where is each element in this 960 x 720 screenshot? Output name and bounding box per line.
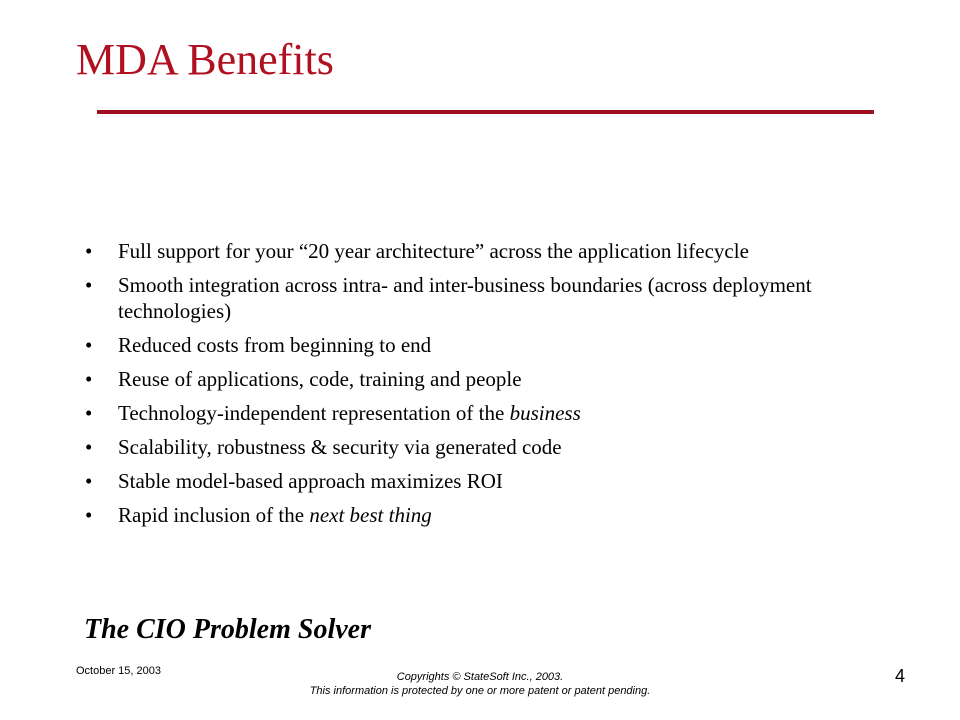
bullet-text: Reuse of applications, code, training and people [118, 367, 522, 391]
bullet-text: Full support for your “20 year architecture” across the application lifecycle [118, 239, 749, 263]
tagline: The CIO Problem Solver [84, 614, 371, 645]
bullet-text: next best thing [309, 503, 432, 527]
bullet-item [85, 272, 875, 324]
slide-title: MDA Benefits [76, 35, 334, 84]
bullet-item [85, 332, 875, 358]
page-number: 4 [895, 666, 906, 686]
title-underline [97, 110, 874, 114]
footer-copyright [230, 670, 730, 698]
footer-date: October 15, 2003 [76, 665, 162, 677]
bullet-item [85, 366, 875, 392]
bullet-icon: • [85, 435, 93, 459]
bullet-icon: • [85, 367, 93, 391]
bullet-text: Technology-independent representation of the [118, 401, 510, 425]
bullet-text: Reduced costs from beginning to end [118, 333, 432, 357]
bullet-list [85, 238, 875, 536]
bullet-item [85, 238, 875, 264]
bullet-icon: • [85, 469, 93, 493]
bullet-icon: • [85, 239, 93, 263]
copyright-line-1: Copyrights © StateSoft Inc., 2003. [396, 671, 564, 683]
copyright-line-2: This information is protected by one or more patent or patent pending. [309, 685, 651, 697]
bullet-text: Rapid inclusion of the [118, 503, 310, 527]
bullet-icon: • [85, 273, 93, 297]
bullet-icon: • [85, 503, 93, 527]
bullet-item [85, 400, 875, 426]
bullet-text: Stable model-based approach maximizes ROI [118, 469, 503, 493]
bullet-text: business [509, 401, 581, 425]
bullet-text: Smooth integration across intra- and inter-business boundaries (across deployment technologies) [118, 273, 812, 323]
bullet-item [85, 468, 875, 494]
bullet-icon: • [85, 333, 93, 357]
bullet-icon: • [85, 401, 93, 425]
bullet-item [85, 434, 875, 460]
bullet-text: Scalability, robustness & security via generated code [118, 435, 562, 459]
bullet-item [85, 502, 875, 528]
